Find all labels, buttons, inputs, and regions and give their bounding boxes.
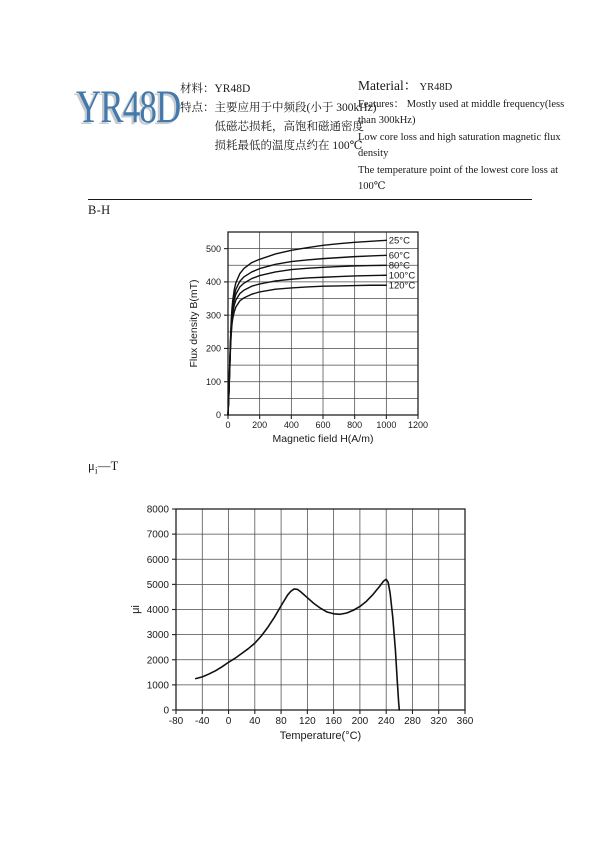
x-tick-label: 360 — [456, 716, 474, 727]
x-axis-title: Magnetic field H(A/m) — [272, 433, 374, 445]
series-label: 100°C — [388, 270, 416, 282]
ui-t-chart — [123, 498, 493, 750]
bh-section-heading: B-H — [88, 203, 111, 217]
y-tick-label: 7000 — [146, 529, 169, 541]
cn-material-row — [180, 80, 360, 99]
cn-feature-line: 低磁芯损耗，高饱和磁通密度 — [214, 121, 364, 133]
cn-features-label: 特点： — [180, 102, 215, 114]
y-axis-title: Flux density B(mT) — [188, 279, 200, 368]
y-tick-label: 1000 — [146, 680, 169, 692]
series-label: 80°C — [388, 260, 410, 272]
en-feature-line: 100℃ — [358, 181, 386, 192]
y-tick-label: 400 — [205, 277, 221, 288]
x-tick-label: 800 — [347, 420, 363, 430]
bh-chart — [183, 222, 433, 452]
x-tick-label: 240 — [377, 716, 395, 727]
y-tick-label: 200 — [205, 343, 221, 354]
x-tick-label: 200 — [351, 716, 369, 727]
curve-i — [196, 579, 400, 710]
y-tick-label: 100 — [205, 376, 221, 387]
y-tick-label: 0 — [215, 410, 221, 421]
y-tick-label: 5000 — [146, 579, 169, 591]
section-divider — [88, 199, 532, 200]
x-tick-label: -80 — [168, 716, 184, 727]
y-tick-label: 0 — [163, 705, 169, 717]
y-tick-label: 6000 — [146, 554, 169, 566]
en-feature-line: Features： Mostly used at middle frequency(less — [358, 98, 565, 110]
cn-material-value: YR48D — [214, 83, 251, 95]
y-tick-label: 300 — [205, 310, 221, 321]
cn-features-row — [180, 99, 377, 156]
x-tick-label: 160 — [325, 716, 342, 727]
cn-material-label: 材料： — [180, 83, 215, 95]
y-tick-label: 500 — [205, 243, 221, 254]
x-tick-label: 1200 — [407, 420, 429, 430]
x-axis-title: Temperature(°C) — [279, 730, 362, 742]
series-label: 120°C — [388, 280, 416, 292]
en-feature-line: density — [358, 148, 389, 159]
curve-80C — [228, 265, 386, 415]
curve-100C — [228, 275, 386, 415]
english-spec-block — [358, 78, 565, 196]
en-feature-line: The temperature point of the lowest core loss at — [358, 164, 559, 176]
axis-ticks — [147, 505, 474, 727]
x-tick-label: 1000 — [376, 420, 397, 430]
x-tick-label: 400 — [283, 420, 299, 430]
en-feature-lines — [358, 97, 565, 196]
en-feature-line: Low core loss and high saturation magnetic flux — [358, 131, 561, 143]
x-tick-label: 600 — [315, 420, 331, 430]
uit-section-heading: $\mu_i—T$ — [88, 459, 119, 476]
y-tick-label: 8000 — [146, 504, 169, 516]
en-material-label: Material： — [358, 78, 418, 93]
y-tick-label: 3000 — [146, 630, 169, 642]
grid-lines — [176, 509, 465, 710]
bh-chart-svg — [183, 222, 433, 452]
x-tick-label: -40 — [195, 716, 210, 727]
x-tick-label: 120 — [299, 716, 316, 727]
x-tick-label: 280 — [404, 716, 421, 727]
x-tick-label: 0 — [225, 716, 232, 727]
brand-logo: YR48D — [76, 81, 181, 133]
chinese-spec-block — [180, 80, 377, 156]
curve-25C — [228, 240, 386, 415]
en-feature-line: than 300kHz) — [358, 115, 416, 126]
cn-features-lines — [215, 99, 377, 156]
x-tick-label: 320 — [430, 716, 448, 727]
x-tick-label: 80 — [275, 716, 287, 727]
x-tick-label: 200 — [252, 420, 268, 430]
en-material-row — [358, 78, 558, 97]
y-tick-label: 2000 — [146, 655, 169, 667]
cn-feature-line: 损耗最低的温度点约在 100℃ — [214, 140, 363, 152]
y-tick-label: 4000 — [146, 605, 169, 617]
curve-120C — [228, 285, 386, 415]
x-tick-label: 40 — [249, 716, 261, 727]
x-tick-label: 0 — [225, 420, 231, 430]
series-label: 60°C — [388, 250, 410, 262]
uit-chart-svg — [123, 498, 493, 750]
series-label: 25°C — [388, 235, 410, 247]
en-material-value: YR48D — [419, 82, 453, 93]
cn-feature-line: 主要应用于中频段(小于 300kHz) — [214, 102, 377, 114]
y-axis-title: μi — [130, 605, 142, 614]
